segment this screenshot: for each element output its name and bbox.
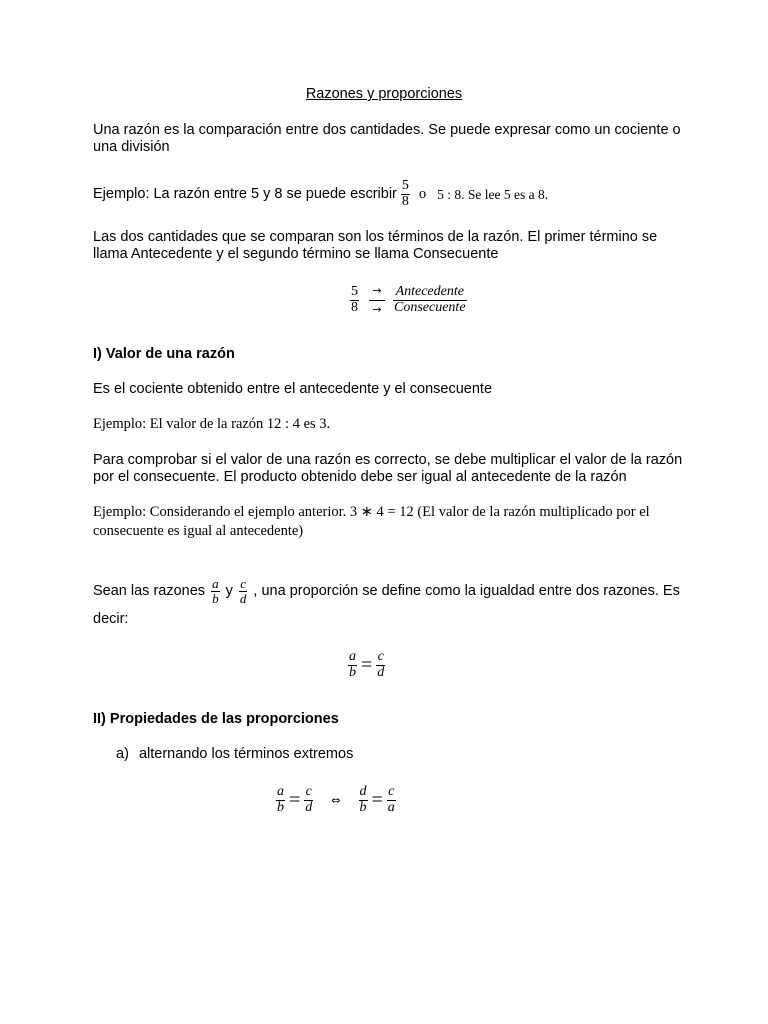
equation-left-numerator: a	[349, 649, 356, 664]
section-heading-valor: I) Valor de una razón	[93, 346, 235, 362]
proportion-suffix: , una proporción se define como la igualdad entre dos razones. Es decir:	[93, 583, 680, 628]
terms-diagram	[350, 282, 467, 319]
ratio-c-numerator: c	[240, 576, 247, 592]
equation-left-denominator: b	[349, 664, 356, 680]
property-formula	[276, 785, 396, 815]
list-marker: a)	[116, 746, 129, 762]
equation-right-denominator: d	[377, 664, 385, 680]
formula-right2-numerator: c	[388, 784, 395, 799]
ratio-c-d-fraction	[239, 577, 248, 605]
value-definition: Es el cociente obtenido entre el antecedente y el consecuente	[93, 381, 493, 397]
equation-right-numerator: c	[377, 649, 384, 664]
page-title: Razones y proporciones	[305, 86, 463, 102]
proportion-definition	[93, 577, 683, 633]
consequent-label: Consecuente	[394, 300, 466, 315]
value-example: Ejemplo: El valor de la razón 12 : 4 es 3.	[93, 416, 331, 432]
arrow-right-icon: →	[372, 284, 382, 297]
example-ratio-line	[93, 176, 683, 212]
formula-left2-fraction	[359, 785, 368, 815]
ratio-b-denominator: b	[212, 590, 219, 606]
fraction-numerator: 5	[401, 177, 409, 193]
terms-paragraph: Las dos cantidades que se comparan son los términos de la razón. El primer término se llama Antecedente y el segundo término se llama Consecuente	[93, 229, 658, 262]
formula-left2-denominator: b	[359, 799, 367, 815]
equation-left-fraction	[348, 650, 357, 680]
property-item-a	[116, 746, 353, 763]
terms-labels-fraction	[393, 285, 467, 315]
equation-right-fraction	[376, 650, 385, 680]
iff-arrow-icon: ⇔	[331, 793, 341, 807]
formula-right1-denominator: d	[305, 799, 313, 815]
example-ratio-fraction	[401, 179, 410, 209]
formula-right2-denominator: a	[387, 799, 395, 815]
formula-left1-numerator: a	[277, 784, 284, 799]
formula-left2-numerator: d	[359, 784, 367, 799]
terms-denominator: 8	[351, 300, 358, 315]
proportion-equation	[348, 650, 385, 680]
equals-sign: =	[289, 788, 301, 811]
terms-numerator: 5	[351, 284, 358, 300]
terms-fraction	[350, 285, 359, 315]
ratio-d-denominator: d	[239, 590, 247, 606]
section-heading-propiedades: II) Propiedades de las proporciones	[93, 711, 339, 727]
formula-right2-fraction	[387, 785, 396, 815]
fraction-denominator: 8	[401, 193, 409, 209]
example-ratio-connector: o	[418, 185, 427, 202]
formula-right1-numerator: c	[305, 784, 312, 799]
value-check-example: Ejemplo: Considerando el ejemplo anterior. 3 ∗ 4 = 12 (El valor de la razón multiplicado por el consecuente es igual al antecedente)	[93, 504, 650, 539]
proportion-prefix: Sean las razones	[93, 583, 206, 599]
formula-right1-fraction	[304, 785, 313, 815]
property-item-a-text: alternando los términos extremos	[138, 746, 354, 762]
terms-arrows	[369, 282, 385, 319]
example-ratio-suffix: 5 : 8. Se lee 5 es a 8.	[437, 186, 549, 202]
equals-sign: =	[361, 653, 373, 676]
ratio-a-b-fraction	[211, 577, 220, 605]
equals-sign: =	[371, 788, 383, 811]
intro-paragraph: Una razón es la comparación entre dos cantidades. Se puede expresar como un cociente o una división	[93, 122, 681, 155]
formula-left1-denominator: b	[277, 799, 284, 815]
arrow-right-icon: →	[372, 303, 382, 316]
example-ratio-prefix: Ejemplo: La razón entre 5 y 8 se puede escribir	[93, 185, 397, 202]
antecedent-label: Antecedente	[395, 284, 464, 300]
formula-left1-fraction	[276, 785, 285, 815]
ratio-a-numerator: a	[212, 576, 219, 592]
value-check-paragraph: Para comprobar si el valor de una razón es correcto, se debe multiplicar el valor de la razón por el consecuente. El producto obtenido debe ser igual al antecedente de la razón	[93, 452, 683, 485]
proportion-connector: y	[225, 583, 233, 599]
